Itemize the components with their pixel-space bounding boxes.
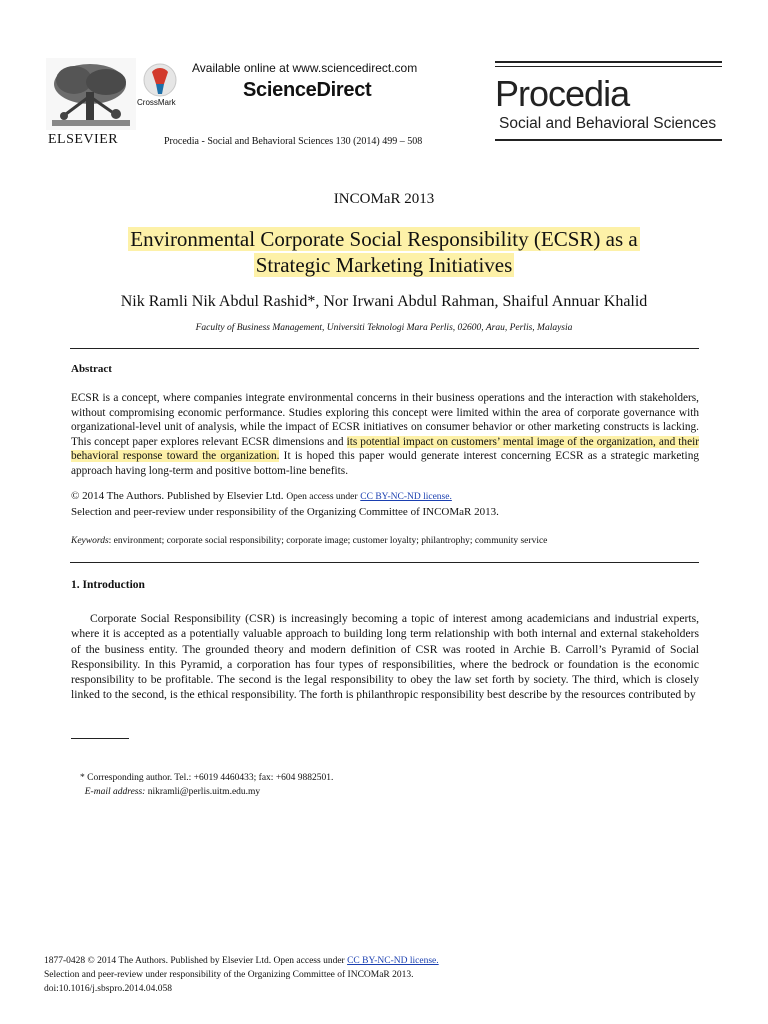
author-list: Nik Ramli Nik Abdul Rashid*, Nor Irwani Abdul Rahman, Shaiful Annuar Khalid xyxy=(120,293,648,310)
conference-name: INCOMaR 2013 xyxy=(333,191,435,207)
footnote xyxy=(80,771,333,799)
affiliation: Faculty of Business Management, Universiti Teknologi Mara Perlis, 02600, Arau, Perlis, Malaysia xyxy=(195,323,573,333)
doi-text[interactable]: doi:10.1016/j.sbspro.2014.04.058 xyxy=(44,984,172,994)
divider xyxy=(70,562,699,563)
keywords-label: Keywords xyxy=(71,536,109,546)
page-footer xyxy=(44,954,439,996)
footer-peer-review: Selection and peer-review under responsibility of the Organizing Committee of INCOMaR 2013. xyxy=(44,970,414,980)
open-access-text: Open access under xyxy=(286,492,358,502)
copyright-notice xyxy=(71,489,499,520)
journal-title: Procedia xyxy=(495,73,630,114)
email-label: E-mail address: xyxy=(84,787,146,797)
paper-title xyxy=(0,226,768,278)
sciencedirect-brand[interactable]: ScienceDirect xyxy=(243,79,372,101)
abstract-heading: Abstract xyxy=(71,363,112,375)
email-address[interactable]: nikramli@perlis.uitm.edu.my xyxy=(147,787,261,797)
peer-review-line: Selection and peer-review under responsibility of the Organizing Committee of INCOMaR 2013. xyxy=(71,506,499,518)
abstract-body xyxy=(71,391,699,479)
introduction-body xyxy=(71,611,699,703)
procedia-masthead xyxy=(495,61,722,141)
abstract-text-end: It is hoped this paper would generate interest concerning ECSR as a strategic marketing approach having long-term and positive bottom-line benefits. xyxy=(71,450,699,477)
introduction-paragraph: Corporate Social Responsibility (CSR) is increasingly becoming a topic of interest among academicians and industrial experts, where it is accepted as a potentially valuable approach to building long term relationship with both internal and external stakeholders of the business entity. The grounded theory and modern definition of CSR was rooted in Archie B. Carroll’s Pyramid of Social Responsibility. In this Pyramid, a corporation has four types of responsibilities, where the bedrock or foundation is the economic responsibility to be profitable. The second is the legal responsibility to obey the law set forth by society. The third, which is closely linked to the second, is the ethical responsibility. The forth is philanthropic responsibility best describe by the resources contributed by xyxy=(71,612,699,702)
corresponding-author: * Corresponding author. Tel.: +6019 4460433; fax: +604 9882501. xyxy=(80,773,334,783)
paper-title-line1: Environmental Corporate Social Responsibility (ECSR) as a xyxy=(130,227,638,251)
crossmark-label: CrossMark xyxy=(137,98,176,107)
journal-subtitle: Social and Behavioral Sciences xyxy=(499,115,717,132)
section-heading: 1. Introduction xyxy=(71,579,145,591)
abstract-text: ECSR is a concept, where companies integrate environmental concerns in their business operations and the interaction with stakeholders, without compromising economic performance. Studies exploring this concept were limited within the area of corporate governance with organizational-level unit of analysis, while the impact of ECSR initiatives on consumer behavior or other marketing constructs is lacking. This concept paper explores relevant ECSR dimensions and xyxy=(71,392,699,448)
available-online-text: Available online at www.sciencedirect.com xyxy=(192,61,418,75)
journal-citation: Procedia - Social and Behavioral Sciences 130 (2014) 499 – 508 xyxy=(164,136,423,147)
keywords xyxy=(71,536,547,546)
elsevier-wordmark: ELSEVIER xyxy=(48,132,119,147)
keywords-list: : environment; corporate social responsibility; corporate image; customer loyalty; philantrophy; community service xyxy=(108,536,548,546)
footer-license-link[interactable]: CC BY-NC-ND license. xyxy=(347,956,439,966)
license-link[interactable]: CC BY-NC-ND license. xyxy=(360,492,452,502)
issn-line: 1877-0428 © 2014 The Authors. Published by Elsevier Ltd. Open access under xyxy=(44,956,345,966)
abstract-highlight: its potential impact on customers’ mental image of the organization, and their behavioral response toward the organization. xyxy=(71,435,699,463)
divider xyxy=(70,348,699,349)
footnote-divider xyxy=(71,738,129,739)
paper-title-line2: Strategic Marketing Initiatives xyxy=(255,253,513,277)
copyright-line: © 2014 The Authors. Published by Elsevier Ltd. xyxy=(71,490,284,502)
